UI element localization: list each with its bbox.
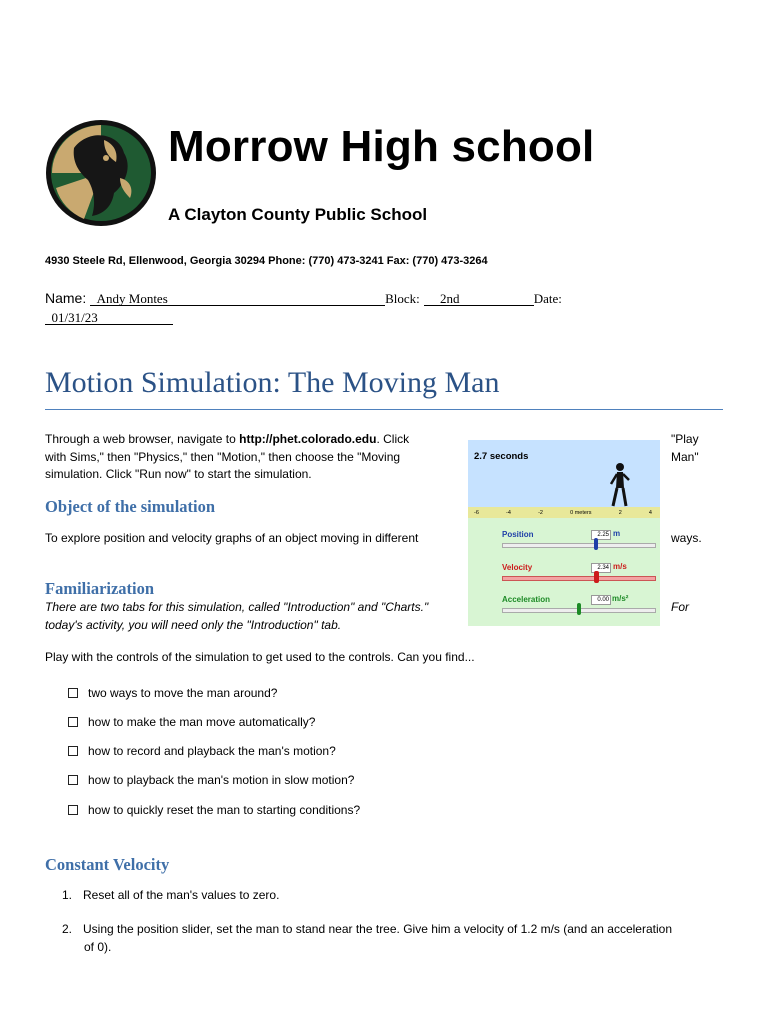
sim-tick: -4 xyxy=(506,509,511,516)
checklist-item[interactable] xyxy=(68,686,277,700)
intro-right xyxy=(671,431,699,466)
sim-axis-ticks xyxy=(468,507,660,518)
checklist-text: how to playback the man's motion in slow motion? xyxy=(88,773,355,787)
block-label: Block: xyxy=(385,291,420,306)
step-1 xyxy=(62,887,279,905)
constant-velocity-heading: Constant Velocity xyxy=(45,855,170,874)
checklist-text: how to quickly reset the man to starting conditions? xyxy=(88,803,361,817)
block-field[interactable] xyxy=(424,292,534,306)
acceleration-unit: m/s² xyxy=(612,594,629,603)
checklist-text: how to make the man move automatically? xyxy=(88,715,316,729)
school-address: 4930 Steele Rd, Ellenwood, Georgia 30294 Phone: (770) 473-3241 Fax: (770) 473-3264 xyxy=(45,255,488,267)
familiarization-heading: Familiarization xyxy=(45,579,155,598)
intro-right-2: Man" xyxy=(671,449,699,464)
step-text: Reset all of the man's values to zero. xyxy=(83,888,280,902)
school-name: Morrow High school xyxy=(168,122,595,171)
intro-paragraph xyxy=(45,431,409,484)
name-value: Andy Montes xyxy=(96,291,168,306)
checkbox-icon[interactable] xyxy=(68,775,78,785)
checklist-item[interactable] xyxy=(68,744,336,758)
checkbox-icon[interactable] xyxy=(68,717,78,727)
acceleration-value[interactable]: 0.00 xyxy=(591,595,611,605)
step-2-continued: of 0). xyxy=(84,940,112,954)
man-figure-icon xyxy=(608,462,632,508)
object-text: To explore position and velocity graphs of an object moving in different xyxy=(45,531,419,545)
acceleration-label: Acceleration xyxy=(502,595,551,604)
sim-tick: 4 xyxy=(648,509,652,516)
name-field[interactable] xyxy=(90,292,385,306)
name-label: Name: xyxy=(45,290,87,306)
checklist-text: two ways to move the man around? xyxy=(88,686,278,700)
step-text: Using the position slider, set the man to stand near the tree. Give him a velocity of 1.2 m/s (and an acceleration xyxy=(83,922,672,936)
checklist-item[interactable] xyxy=(68,773,354,787)
position-value[interactable]: 2.25 xyxy=(591,530,611,540)
position-slider-thumb[interactable] xyxy=(594,538,598,550)
checklist-item[interactable] xyxy=(68,715,315,729)
school-logo xyxy=(44,118,158,228)
intro-text-end: . Click xyxy=(376,432,410,446)
step-number: 1. xyxy=(62,888,73,902)
intro-line-2: with Sims," then "Physics," then "Motion," then choose the "Moving xyxy=(45,449,401,464)
checkbox-icon[interactable] xyxy=(68,688,78,698)
block-value: 2nd xyxy=(439,291,460,306)
moving-man-simulation-image xyxy=(468,440,660,626)
sim-tick: 2 xyxy=(618,509,622,516)
step-2 xyxy=(62,921,672,939)
title-rule xyxy=(45,409,723,410)
intro-text: Through a web browser, navigate to xyxy=(45,432,240,446)
position-label: Position xyxy=(502,530,534,539)
step-number: 2. xyxy=(62,922,73,936)
sim-time: 2.7 seconds xyxy=(474,451,529,462)
velocity-unit: m/s xyxy=(613,562,627,571)
student-info-row xyxy=(45,290,562,307)
checkbox-icon[interactable] xyxy=(68,805,78,815)
page-title: Motion Simulation: The Moving Man xyxy=(45,366,500,399)
acceleration-slider-thumb[interactable] xyxy=(577,603,581,615)
fam-right: For xyxy=(671,600,689,614)
checklist-text: how to record and playback the man's motion? xyxy=(88,744,336,758)
velocity-slider-thumb[interactable] xyxy=(594,571,599,583)
fam-line-2: today's activity, you will need only the "Introduction" tab. xyxy=(45,618,342,632)
school-subtitle: A Clayton County Public School xyxy=(168,205,428,224)
date-value: 01/31/23 xyxy=(51,310,98,325)
date-label: Date: xyxy=(533,291,562,306)
object-heading: Object of the simulation xyxy=(45,497,216,516)
sim-tick: 0 meters xyxy=(570,509,592,516)
date-field[interactable] xyxy=(45,309,173,327)
checkbox-icon[interactable] xyxy=(68,746,78,756)
sim-tick: -6 xyxy=(474,509,479,516)
intro-right-1: "Play xyxy=(671,432,699,446)
velocity-label: Velocity xyxy=(502,563,533,572)
position-unit: m xyxy=(613,529,621,538)
phet-url[interactable]: http://phet.colorado.edu xyxy=(239,432,377,446)
position-slider[interactable] xyxy=(502,543,656,548)
intro-line-3: simulation. Click "Run now" to start the simulation. xyxy=(45,467,312,481)
play-instructions: Play with the controls of the simulation to get used to the controls. Can you find... xyxy=(45,650,475,664)
fam-line-1: There are two tabs for this simulation, called "Introduction" and "Charts." xyxy=(45,600,429,614)
velocity-value[interactable]: 2.34 xyxy=(591,563,611,573)
sim-tick: -2 xyxy=(538,509,543,516)
checklist-item[interactable] xyxy=(68,803,360,817)
object-right: ways. xyxy=(671,531,702,545)
velocity-slider[interactable] xyxy=(502,576,656,581)
